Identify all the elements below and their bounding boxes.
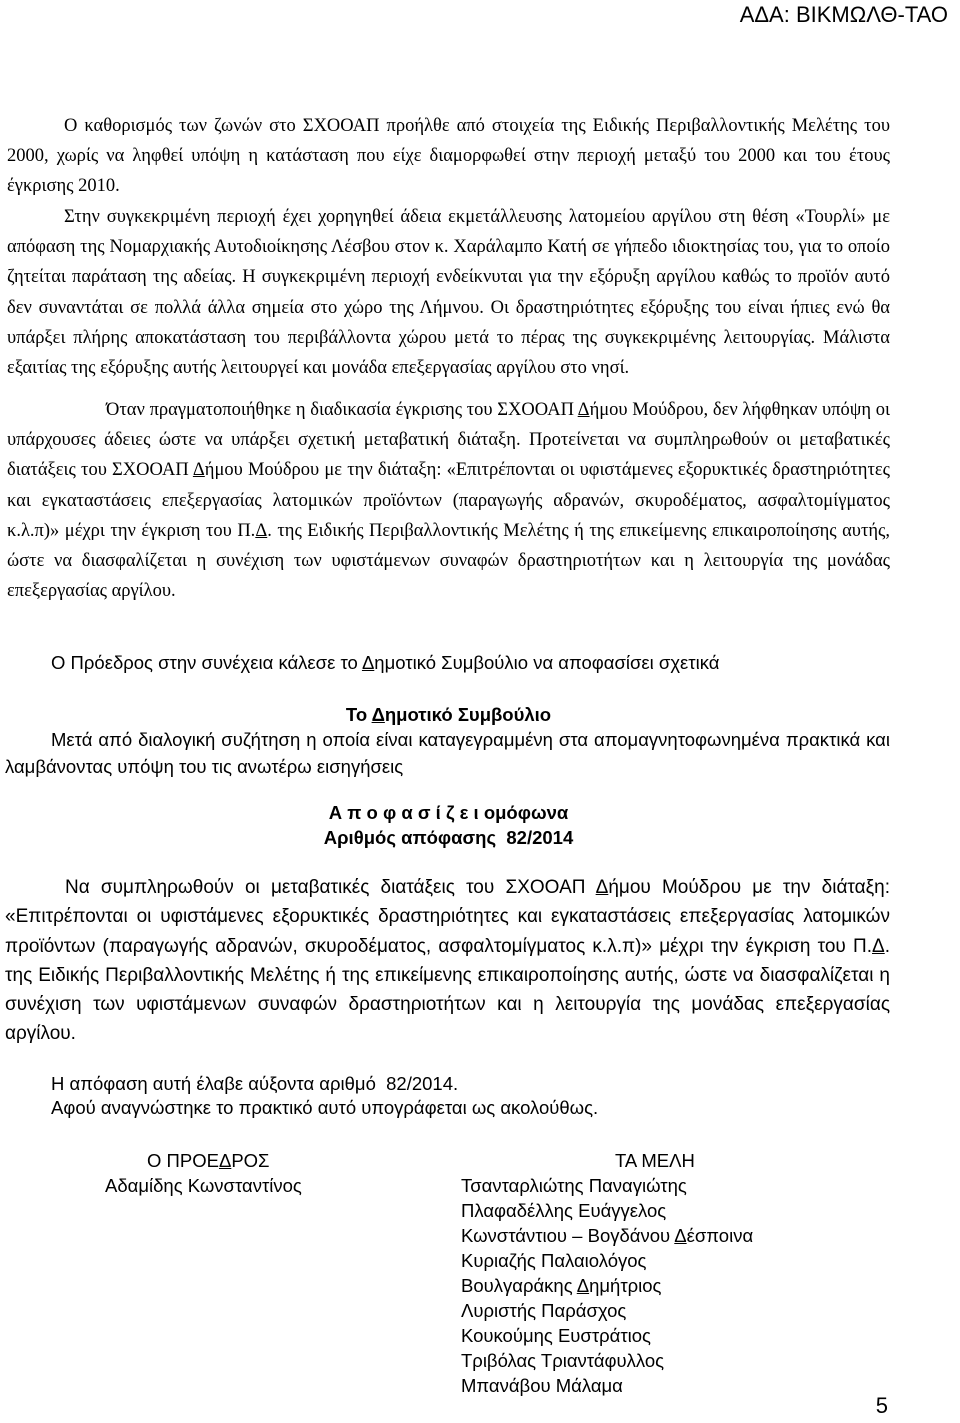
member-name: Κυριαζής Παλαιολόγος xyxy=(461,1250,647,1271)
ada-code: ΑΔΑ: ΒΙΚΜΩΛΘ-ΤΑΟ xyxy=(739,2,948,27)
members-signature xyxy=(461,1148,881,1398)
decision-text: Να συμπληρωθούν οι μεταβατικές διατάξεις του ΣΧΟΟΑΠ Δήμου Μούδρου με την διάταξη: «Επιτρέπονται οι υφιστάμενες εξορυκτικές δραστηριότητες και εγκαταστάσεις επεξεργασίας λατομικών προϊόντων (παραγωγής αδρανών, σκυροδέματος, ασφαλτομίγματος κ.λ.π)» μέχρι την έγκριση του Π.Δ. της Ειδικής Περιβαλλοντικής Μελέτης ή της επικείμενης επικαιροποίησης αυτής, ώστε να διασφαλίζεται η συνέχιση των υφιστάμενων συναφών δραστηριοτήτων και η λειτουργία της μονάδας επεξεργασίας αργίλου. xyxy=(5,877,891,1045)
member-name: Βουλγαράκης Δημήτριος xyxy=(461,1275,662,1296)
council-text: Μετά από διαλογική συζήτηση η οποία είναι καταγεγραμμένη στα απομαγνητοφωνημένα πρακτικά και λαμβάνοντας υπόψη του τις ανωτέρω εισηγήσεις xyxy=(5,729,890,777)
decision-title-word: ομόφωνα xyxy=(483,802,569,823)
president-signature xyxy=(105,1148,365,1198)
president-title: Ο ΠΡΟΕΔΡΟΣ xyxy=(147,1150,270,1171)
quarry-paragraph: Στην συγκεκριμένη περιοχή έχει χορηγηθεί άδεια εκμετάλλευσης λατομείου αργίλου στη θέση «Τουρλί» με απόφαση της Νομαρχιακής Αυτοδιοίκησης Λέσβου στον κ. Χαράλαμπο Κατή σε γήπεδο ιδιοκτησίας του, για το οποίο ζητείται παράταση της αδείας. Η συγκεκριμένη περιοχή ενδείκνυται για την εξόρυξη αργίλου καθώς το προϊόν αυτό δεν συναντάται σε πολλά άλλα σημεία στο χώρο της Λήμνου. Οι δραστηριότητες εξόρυξης του είναι ήπιες ενώ θα υπάρξει πλήρης αποκατάσταση του περιβάλλοντα χώρου μετά το πέρας της συγκεκριμένης λειτουργίας. Μάλιστα εξαιτίας της εξόρυξης αυτής λειτουργεί και μονάδα επεξεργασίας αργίλου στο νησί. xyxy=(7,207,890,379)
member-name: Πλαφαδέλλης Ευάγγελος xyxy=(461,1200,667,1221)
member-name: Μπανάβου Μάλαμα xyxy=(461,1375,623,1396)
members-title: ΤΑ ΜΕΛΗ xyxy=(615,1150,695,1171)
intro-paragraph: Ο καθορισμός των ζωνών στο ΣΧΟΟΑΠ προήλθε από στοιχεία της Ειδικής Περιβαλλοντικής Μελέτης του 2000, χωρίς να ληφθεί υπόψη η κατάσταση που είχε διαμορφωθεί στην περιοχή μεταξύ του 2000 και του έτους έγκρισης 2010. xyxy=(7,116,890,197)
decision-title xyxy=(7,802,890,824)
proposal-paragraph: Όταν πραγματοποιήθηκε η διαδικασία έγκρισης του ΣΧΟΟΑΠ Δήμου Μούδρου, δεν λήφθηκαν υπόψη οι υπάρχουσες άδειες ώστε να υπάρξει σχετική μεταβατική διάταξη. Προτείνεται να συμπληρωθούν οι μεταβατικές διατάξεις του ΣΧΟΟΑΠ Δήμου Μούδρου με την διάταξη: «Επιτρέπονται οι υφιστάμενες εξορυκτικές δραστηριότητες και εγκαταστάσεις επεξεργασίας λατομικών προϊόντων (παραγωγής αδρανών, σκυροδέματος, ασφαλτομίγματος κ.λ.π)» μέχρι την έγκριση του Π.Δ. της Ειδικής Περιβαλλοντικής Μελέτης ή της επικείμενης επικαιροποίησης αυτής, ώστε να διασφαλίζεται η συνέχιση των υφιστάμενων συναφών δραστηριοτήτων και η λειτουργία της μονάδας επεξεργασίας αργίλου. xyxy=(7,400,890,602)
decision-number: Αριθμός απόφασης 82/2014 xyxy=(323,827,574,848)
page-number: 5 xyxy=(875,1393,888,1418)
member-name: Κωνστάντιου – Βογδάνου Δέσποινα xyxy=(461,1225,754,1246)
president-name: Αδαμίδης Κωνσταντίνος xyxy=(105,1175,302,1196)
president-call: Ο Πρόεδρος στην συνέχεια κάλεσε το Δημοτικό Συμβούλιο να αποφασίσει σχετικά xyxy=(51,652,720,673)
closing-line-1: Η απόφαση αυτή έλαβε αύξοντα αριθμό 82/2014. xyxy=(51,1073,459,1094)
member-name: Λυριστής Παράσχος xyxy=(461,1300,627,1321)
member-name: Τριβόλας Τριαντάφυλλος xyxy=(461,1350,665,1371)
member-name: Κουκούμης Ευστράτιος xyxy=(461,1325,651,1346)
council-heading-text: Το Δημοτικό Συμβούλιο xyxy=(345,704,552,725)
council-heading xyxy=(7,704,890,726)
member-name: Τσανταρλιώτης Παναγιώτης xyxy=(461,1175,687,1196)
decision-title-spaced: Α π ο φ α σ ί ζ ε ι xyxy=(328,802,479,823)
closing-line-2: Αφού αναγνώστηκε το πρακτικό αυτό υπογράφεται ως ακολούθως. xyxy=(51,1097,599,1118)
